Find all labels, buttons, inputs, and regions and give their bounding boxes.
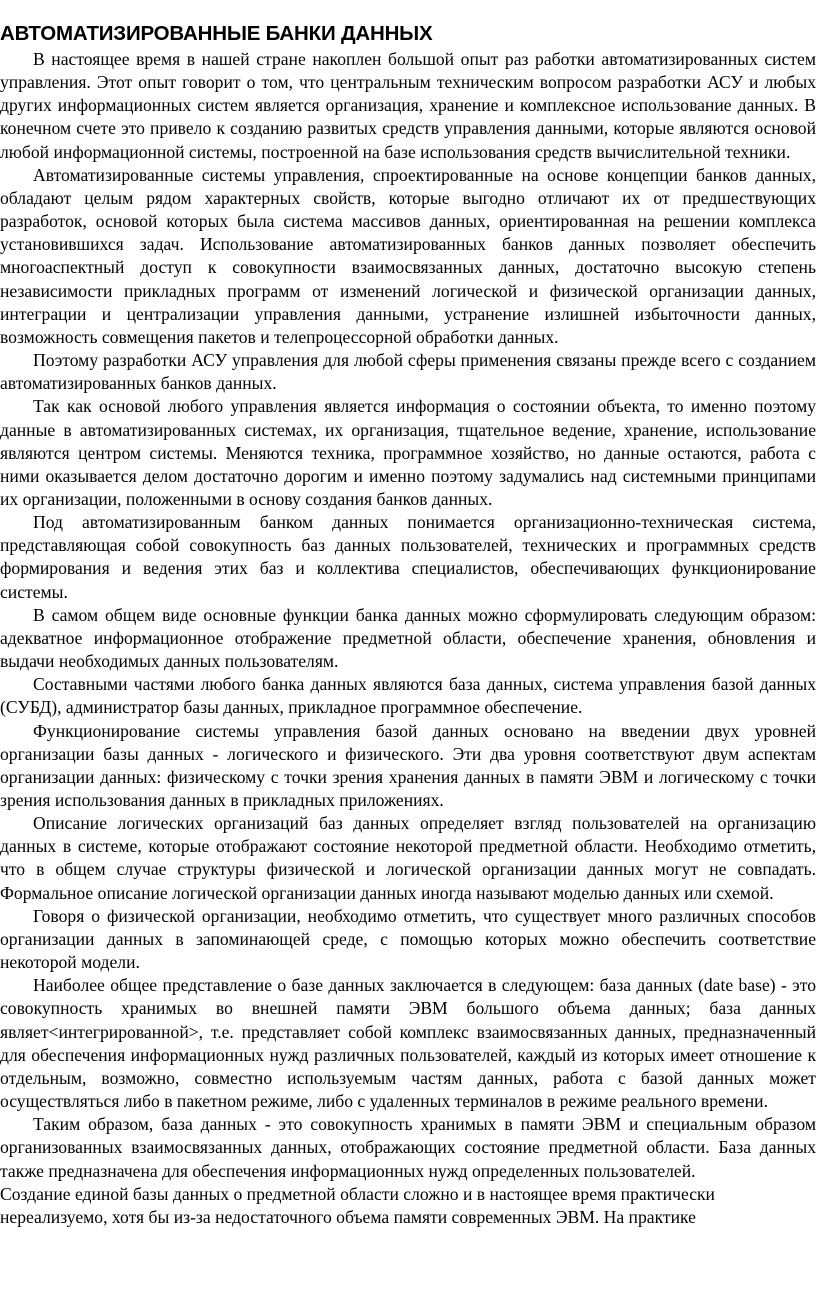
document-title: АВТОМАТИЗИРОВАННЫЕ БАНКИ ДАННЫХ	[0, 22, 433, 45]
paragraph: Под автоматизированным банком данных понимается организационно-техническая система, представляющая собой совокупность баз данных пользователей, технических и программных средств формирования и ведения этих баз и коллектива специалистов, обеспечивающих функционирование системы.	[0, 512, 816, 602]
document-body	[0, 48, 816, 1229]
paragraph: Говоря о физической организации, необходимо отметить, что существует много различных способов организации данных в запоминающей среде, с помощью которых можно обеспечить соответствие некоторой модели.	[0, 905, 816, 973]
paragraph: Автоматизированные системы управления, спроектированные на основе концепции банков данных, обладают целым рядом характерных свойств, которые выгодно отличают их от предшествующих разработок, основой которых была система массивов данных, ориентированная на решении комплекса установившихся задач. Использование автоматизированных банков данных позволяет обеспечить многоаспектный доступ к совокупности взаимосвязанных данных, достаточно высокую степень независимости прикладных программ от изменений логической и физической организации данных, интеграции и централизации управления данными, устранение излишней избыточности данных, возможность совмещения пакетов и телепроцессорной обработки данных.	[0, 164, 816, 347]
paragraph: В самом общем виде основные функции банка данных можно сформулировать следующим образом: адекватное информационное отображение предметной области, обеспечение хранения, обновления и выдачи необходимых данных пользователям.	[0, 604, 816, 672]
paragraph: В настоящее время в нашей стране накоплен большой опыт раз работки автоматизированных систем управления. Этот опыт говорит о том, что центральным техническим вопросом разработки АСУ и любых других информационных систем является организация, хранение и комплексное использование данных. В конечном счете это привело к созданию развитых средств управления данными, которые являются основой любой информационной системы, построенной на базе использования средств вычислительной техники.	[0, 49, 816, 162]
paragraph: Функционирование системы управления базой данных основано на введении двух уровней организации базы данных - логического и физического. Эти два уровня соответствуют двум аспектам организации данных: физическому с точки зрения хранения данных в памяти ЭВМ и логическому с точки зрения использования данных в прикладных приложениях.	[0, 720, 816, 810]
paragraph: Описание логических организаций баз данных определяет взгляд пользователей на организацию данных в системе, которые отображают состояние некоторой предметной области. Необходимо отметить, что в общем случае структуры физической и логической организации данных могут не совпадать. Формальное описание логической организации данных иногда называют моделью данных или схемой.	[0, 813, 816, 903]
paragraph: Так как основой любого управления является информация о состоянии объекта, то именно поэтому данные в автоматизированных системах, их организация, тщательное ведение, хранение, использование являются центром системы. Меняются техника, программное хозяйство, но данные остаются, работа с ними оказывается делом достаточно дорогим и именно поэтому задумались над системными принципами их организации, положенными в основу создания банков данных.	[0, 396, 816, 509]
paragraph: Поэтому разработки АСУ управления для любой сферы применения связаны прежде всего с созданием автоматизированных банков данных.	[0, 350, 816, 394]
paragraph: Создание единой базы данных о предметной области сложно и в настоящее время практически нереализуемо, хотя бы из-за недостаточного объема памяти современных ЭВМ. На практике	[0, 1183, 715, 1227]
paragraph: Таким образом, база данных - это совокупность хранимых в памяти ЭВМ и специальным образом организованных взаимосвязанных данных, отображающих состояние предметной области. База данных также предназначена для обеспечения информационных нужд определенных пользователей.	[0, 1114, 816, 1181]
paragraph: Составными частями любого банка данных являются база данных, система управления базой данных (СУБД), администратор базы данных, прикладное программное обеспечение.	[0, 674, 816, 718]
paragraph: Наиболее общее представление о базе данных заключается в следующем: база данных (date base) - это совокупность хранимых во внешней памяти ЭВМ большого объема данных; база данных являет<интегрированной>, т.е. представляет собой комплекс взаимосвязанных данных, предназначенный для обеспечения информационных нужд различных пользователей, каждый из которых имеет отношение к отдельным, возможно, совместно используемым частям данных, работа с базой данных может осуществляться либо в пакетном режиме, либо с удаленных терминалов в режиме реального времени.	[0, 975, 816, 1112]
